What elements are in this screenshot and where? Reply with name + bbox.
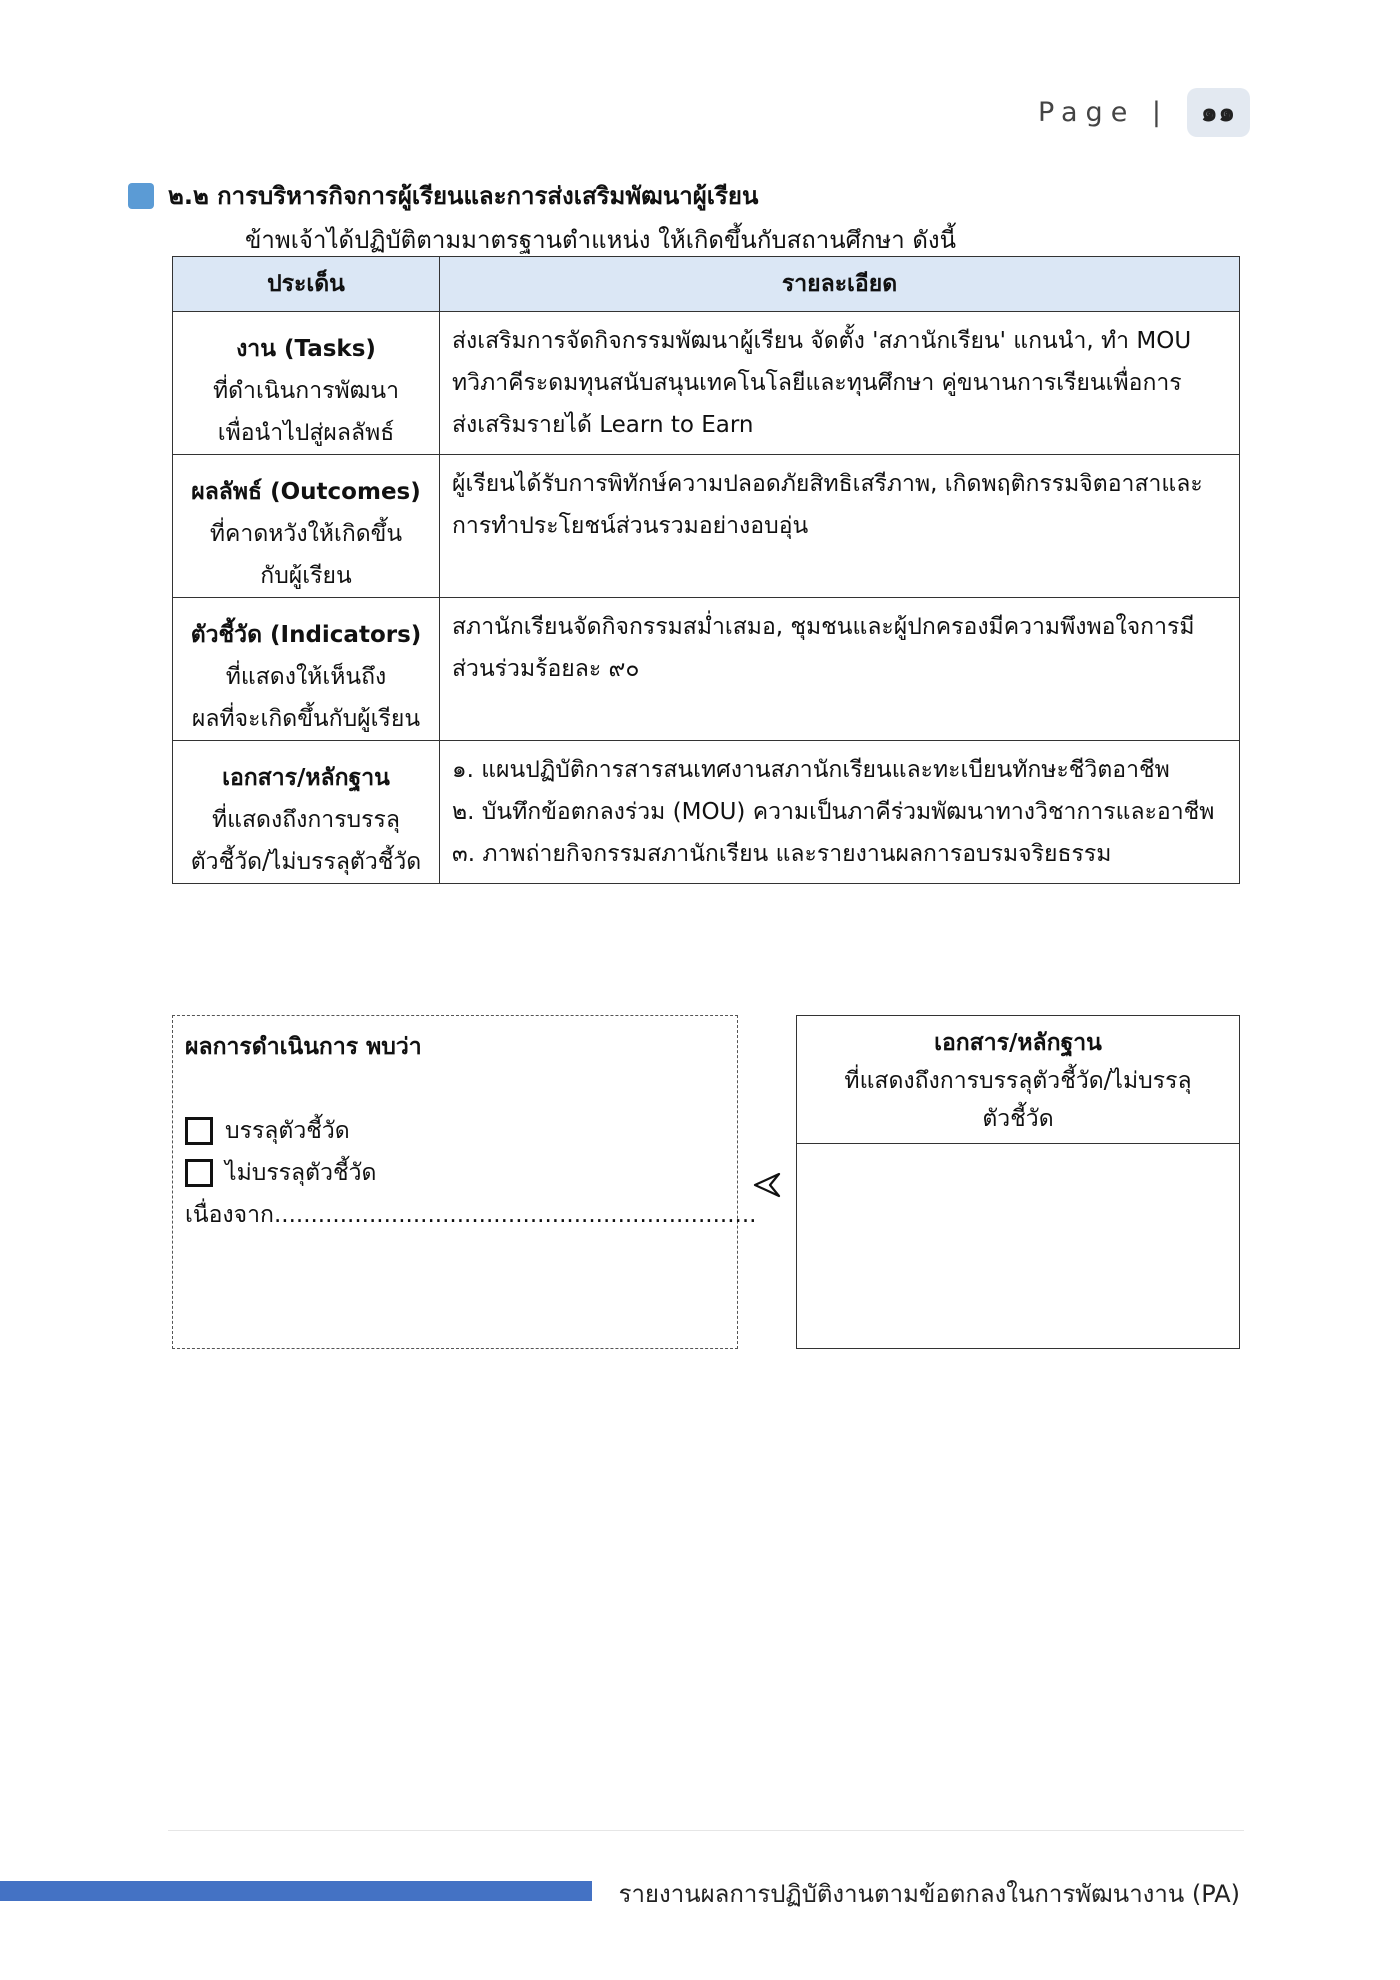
page-header bbox=[1038, 88, 1250, 137]
evidence-subtitle: ตัวชี้วัด bbox=[982, 1106, 1054, 1132]
issue-subtitle: ที่แสดงถึงการบรรลุ bbox=[212, 807, 400, 833]
detail-line: การทำประโยชน์ส่วนรวมอย่างอบอุ่น bbox=[452, 513, 809, 539]
issue-cell bbox=[173, 598, 440, 741]
not-achieved-label: ไม่บรรลุตัวชี้วัด bbox=[225, 1160, 377, 1186]
issue-cell bbox=[173, 312, 440, 455]
issue-title: ผลลัพธ์ (Outcomes) bbox=[191, 479, 421, 505]
footer-text: รายงานผลการปฏิบัติงานตามข้อตกลงในการพัฒนางาน (PA) bbox=[618, 1880, 1240, 1908]
section-heading-text: ๒.๒ การบริหารกิจการผู้เรียนและการส่งเสริมพัฒนาผู้เรียน bbox=[168, 182, 759, 210]
issue-title: เอกสาร/หลักฐาน bbox=[222, 765, 390, 791]
detail-line: ๑. แผนปฏิบัติการสารสนเทศงานสภานักเรียนและทะเบียนทักษะชีวิตอาชีพ bbox=[452, 757, 1170, 783]
table-row-evidence bbox=[173, 741, 1240, 884]
issue-title: ตัวชี้วัด (Indicators) bbox=[190, 622, 422, 648]
arrow-left-icon bbox=[752, 1170, 782, 1200]
detail-line: ทวิภาคีระดมทุนสนับสนุนเทคโนโลยีและทุนศึกษา คู่ขนานการเรียนเพื่อการ bbox=[452, 370, 1182, 396]
section-intro: ข้าพเจ้าได้ปฏิบัติตามมาตรฐานตำแหน่ง ให้เกิดขึ้นกับสถานศึกษา ดังนี้ bbox=[245, 226, 957, 254]
table-row-indicators bbox=[173, 598, 1240, 741]
issue-subtitle: เพื่อนำไปสู่ผลลัพธ์ bbox=[217, 420, 395, 446]
column-header-issue: ประเด็น bbox=[173, 257, 440, 312]
evidence-subtitle: ที่แสดงถึงการบรรลุตัวชี้วัด/ไม่บรรลุ bbox=[844, 1068, 1192, 1094]
detail-line: ๒. บันทึกข้อตกลงร่วม (MOU) ความเป็นภาคีร่วมพัฒนาทางวิชาการและอาชีพ bbox=[452, 799, 1215, 825]
table-row-outcomes bbox=[173, 455, 1240, 598]
achieved-checkbox[interactable] bbox=[185, 1117, 213, 1145]
option-not-achieved[interactable] bbox=[185, 1152, 725, 1194]
reason-line: เนื่องจาก.................................................................. bbox=[185, 1202, 757, 1228]
evidence-title: เอกสาร/หลักฐาน bbox=[934, 1030, 1102, 1056]
issue-cell bbox=[173, 741, 440, 884]
issue-subtitle: กับผู้เรียน bbox=[260, 563, 352, 589]
issue-cell bbox=[173, 455, 440, 598]
detail-cell bbox=[440, 598, 1240, 741]
issue-subtitle: ที่แสดงให้เห็นถึง bbox=[225, 664, 387, 690]
evidence-box bbox=[796, 1015, 1240, 1349]
detail-line: ส่วนร่วมร้อยละ ๙๐ bbox=[452, 656, 640, 682]
footer-bar bbox=[0, 1881, 592, 1901]
table-row-tasks bbox=[173, 312, 1240, 455]
option-achieved[interactable] bbox=[185, 1110, 725, 1152]
page-label: Page | bbox=[1037, 97, 1169, 128]
issue-subtitle: ผลที่จะเกิดขึ้นกับผู้เรียน bbox=[191, 706, 421, 732]
issue-title: งาน (Tasks) bbox=[236, 336, 376, 362]
achieved-label: บรรลุตัวชี้วัด bbox=[225, 1118, 350, 1144]
issue-subtitle: ที่ดำเนินการพัฒนา bbox=[212, 378, 400, 404]
issue-subtitle: ตัวชี้วัด/ไม่บรรลุตัวชี้วัด bbox=[190, 849, 422, 875]
column-header-detail: รายละเอียด bbox=[440, 257, 1240, 312]
detail-line: สภานักเรียนจัดกิจกรรมสม่ำเสมอ, ชุมชนและผู้ปกครองมีความพึงพอใจการมี bbox=[452, 614, 1195, 640]
heading-bullet-icon bbox=[128, 183, 154, 209]
issue-subtitle: ที่คาดหวังให้เกิดขึ้น bbox=[209, 521, 403, 547]
detail-cell bbox=[440, 455, 1240, 598]
footer-divider bbox=[168, 1830, 1244, 1831]
detail-line: ส่งเสริมการจัดกิจกรรมพัฒนาผู้เรียน จัดตั้ง 'สภานักเรียน' แกนนำ, ทำ MOU bbox=[452, 328, 1192, 354]
detail-cell bbox=[440, 312, 1240, 455]
detail-table bbox=[172, 256, 1240, 884]
result-box bbox=[172, 1015, 757, 1349]
detail-line: ส่งเสริมรายได้ Learn to Earn bbox=[452, 412, 754, 438]
evidence-header bbox=[797, 1016, 1239, 1144]
detail-line: ๓. ภาพถ่ายกิจกรรมสภานักเรียน และรายงานผลการอบรมจริยธรรม bbox=[452, 841, 1112, 867]
detail-line: ผู้เรียนได้รับการพิทักษ์ความปลอดภัยสิทธิเสรีภาพ, เกิดพฤติกรรมจิตอาสาและ bbox=[452, 471, 1203, 497]
page-number: ๑๑ bbox=[1187, 88, 1250, 137]
section-heading bbox=[128, 176, 758, 215]
table-header-row bbox=[173, 257, 1240, 312]
not-achieved-checkbox[interactable] bbox=[185, 1159, 213, 1187]
result-title: ผลการดำเนินการ พบว่า bbox=[185, 1034, 422, 1060]
detail-cell bbox=[440, 741, 1240, 884]
